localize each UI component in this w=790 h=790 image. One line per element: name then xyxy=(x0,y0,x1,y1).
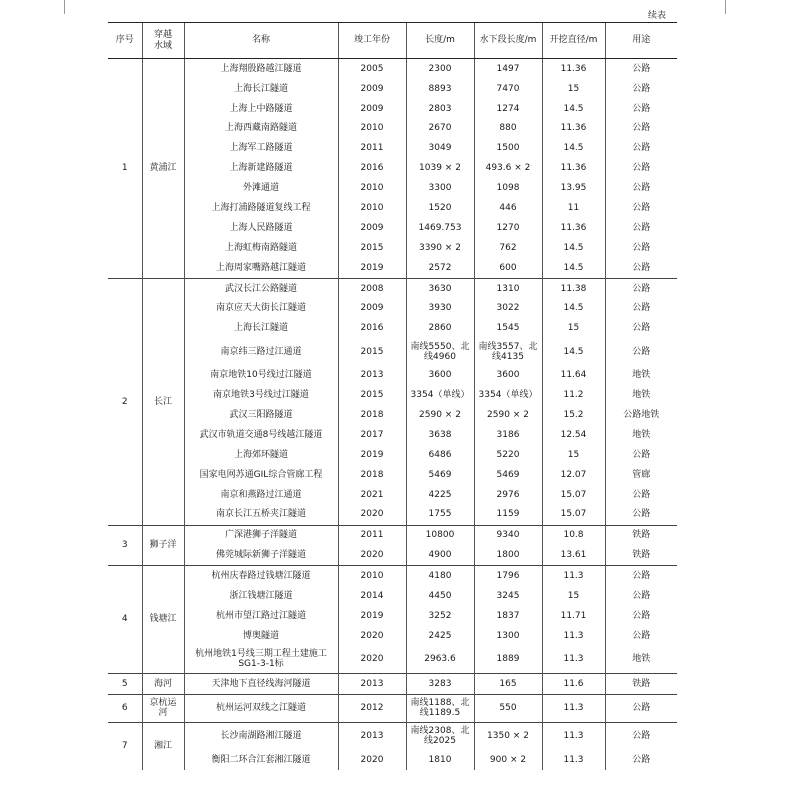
cell-name: 广深港狮子洋隧道 xyxy=(184,525,338,545)
cell-name: 杭州市望江路过江隧道 xyxy=(184,606,338,626)
cell-use: 公路 xyxy=(605,722,677,750)
cell-name: 上海翔殷路越江隧道 xyxy=(184,59,338,79)
cell-name: 天津地下直径线海河隧道 xyxy=(184,673,338,694)
cell-length: 3049 xyxy=(406,139,474,159)
group-seq-cell: 1 xyxy=(108,59,142,279)
cell-name: 衡阳二环合江套湘江隧道 xyxy=(184,750,338,770)
cell-diameter: 11.64 xyxy=(542,365,605,385)
cell-underwater: 880 xyxy=(474,119,542,139)
cell-name: 上海虹梅南路隧道 xyxy=(184,238,338,258)
cell-year: 2019 xyxy=(338,606,406,626)
cell-name: 武汉三阳路隧道 xyxy=(184,405,338,425)
cell-use: 公路 xyxy=(605,158,677,178)
table-row xyxy=(108,722,677,750)
cell-year: 2020 xyxy=(338,626,406,646)
cell-use: 公路 xyxy=(605,238,677,258)
group-seq-cell: 3 xyxy=(108,525,142,566)
group-water-cell: 长江 xyxy=(142,278,184,525)
cell-year: 2009 xyxy=(338,79,406,99)
cell-use: 公路 xyxy=(605,626,677,646)
cell-underwater: 5220 xyxy=(474,445,542,465)
cell-length: 3283 xyxy=(406,673,474,694)
table-row xyxy=(108,694,677,722)
group-water-cell: 京杭运河 xyxy=(142,694,184,722)
cell-length: 1520 xyxy=(406,198,474,218)
table-row xyxy=(108,319,677,339)
cell-name: 外滩通道 xyxy=(184,178,338,198)
cell-year: 2012 xyxy=(338,694,406,722)
cell-underwater: 1098 xyxy=(474,178,542,198)
cell-name: 上海西藏南路隧道 xyxy=(184,119,338,139)
cell-year: 2015 xyxy=(338,338,406,365)
cell-underwater: 1350 × 2 xyxy=(474,722,542,750)
cell-diameter: 14.5 xyxy=(542,99,605,119)
cell-diameter: 14.5 xyxy=(542,299,605,319)
table-row xyxy=(108,673,677,694)
cell-diameter: 14.5 xyxy=(542,258,605,278)
cell-underwater: 165 xyxy=(474,673,542,694)
cell-use: 公路 xyxy=(605,299,677,319)
cell-year: 2015 xyxy=(338,238,406,258)
cell-use: 公路 xyxy=(605,338,677,365)
cell-use: 公路 xyxy=(605,694,677,722)
table-row xyxy=(108,158,677,178)
cell-year: 2013 xyxy=(338,673,406,694)
cell-use: 公路 xyxy=(605,99,677,119)
cell-year: 2020 xyxy=(338,646,406,674)
table-row xyxy=(108,119,677,139)
cell-name: 杭州运河双线之江隧道 xyxy=(184,694,338,722)
cell-use: 公路 xyxy=(605,278,677,298)
cell-year: 2010 xyxy=(338,198,406,218)
cell-name: 南京地铁10号线过江隧道 xyxy=(184,365,338,385)
table-row xyxy=(108,405,677,425)
cell-name: 武汉市轨道交通8号线越江隧道 xyxy=(184,425,338,445)
cell-use: 铁路 xyxy=(605,545,677,565)
cell-underwater: 1310 xyxy=(474,278,542,298)
cell-diameter: 12.54 xyxy=(542,425,605,445)
group-water-cell: 海河 xyxy=(142,673,184,694)
cell-name: 博奥隧道 xyxy=(184,626,338,646)
cell-year: 2013 xyxy=(338,722,406,750)
cell-underwater: 600 xyxy=(474,258,542,278)
cell-diameter: 13.95 xyxy=(542,178,605,198)
cell-year: 2021 xyxy=(338,485,406,505)
page-margin-line-left xyxy=(64,0,65,14)
cell-diameter: 12.07 xyxy=(542,465,605,485)
cell-length: 1039 × 2 xyxy=(406,158,474,178)
cell-use: 公路 xyxy=(605,59,677,79)
cell-year: 2019 xyxy=(338,445,406,465)
cell-underwater: 7470 xyxy=(474,79,542,99)
header-seq: 序号 xyxy=(108,23,142,59)
cell-diameter: 11.3 xyxy=(542,694,605,722)
cell-length: 1755 xyxy=(406,505,474,525)
cell-length: 南线5550、北线4960 xyxy=(406,338,474,365)
page-margin-line-right xyxy=(725,0,726,14)
table-row xyxy=(108,365,677,385)
cell-diameter: 11.36 xyxy=(542,218,605,238)
cell-use: 地铁 xyxy=(605,385,677,405)
cell-diameter: 11.3 xyxy=(542,750,605,770)
cell-underwater: 1889 xyxy=(474,646,542,674)
cell-underwater: 1800 xyxy=(474,545,542,565)
group-seq-cell: 6 xyxy=(108,694,142,722)
cell-length: 3638 xyxy=(406,425,474,445)
cell-name: 南京长江五桥夹江隧道 xyxy=(184,505,338,525)
table-row xyxy=(108,198,677,218)
cell-use: 管廊 xyxy=(605,465,677,485)
cell-year: 2011 xyxy=(338,525,406,545)
cell-underwater: 1497 xyxy=(474,59,542,79)
cell-underwater: 1796 xyxy=(474,566,542,586)
cell-year: 2020 xyxy=(338,545,406,565)
header-year: 竣工年份 xyxy=(338,23,406,59)
table-row xyxy=(108,139,677,159)
cell-diameter: 11.3 xyxy=(542,646,605,674)
table-body xyxy=(108,59,677,770)
cell-length: 3390 × 2 xyxy=(406,238,474,258)
cell-underwater: 493.6 × 2 xyxy=(474,158,542,178)
cell-use: 公路 xyxy=(605,178,677,198)
cell-use: 公路 xyxy=(605,258,677,278)
cell-use: 公路 xyxy=(605,750,677,770)
header-length: 长度/m xyxy=(406,23,474,59)
cell-diameter: 15.07 xyxy=(542,485,605,505)
cell-year: 2016 xyxy=(338,319,406,339)
cell-diameter: 11.36 xyxy=(542,158,605,178)
cell-use: 公路 xyxy=(605,79,677,99)
cell-length: 南线1188、北线1189.5 xyxy=(406,694,474,722)
cell-use: 公路 xyxy=(605,586,677,606)
cell-name: 南京和燕路过江通道 xyxy=(184,485,338,505)
cell-diameter: 11.71 xyxy=(542,606,605,626)
cell-length: 2670 xyxy=(406,119,474,139)
group-seq-cell: 2 xyxy=(108,278,142,525)
cell-use: 公路 xyxy=(605,139,677,159)
cell-diameter: 11.2 xyxy=(542,385,605,405)
cell-length: 3252 xyxy=(406,606,474,626)
cell-underwater: 5469 xyxy=(474,465,542,485)
table-row xyxy=(108,606,677,626)
cell-year: 2008 xyxy=(338,278,406,298)
header-underwater: 水下段长度/m xyxy=(474,23,542,59)
cell-length: 4450 xyxy=(406,586,474,606)
group-seq-cell: 4 xyxy=(108,566,142,674)
cell-name: 国家电网苏通GIL综合管廊工程 xyxy=(184,465,338,485)
cell-underwater: 1274 xyxy=(474,99,542,119)
cell-use: 公路地铁 xyxy=(605,405,677,425)
cell-length: 3630 xyxy=(406,278,474,298)
cell-name: 上海周家嘴路越江隧道 xyxy=(184,258,338,278)
cell-length: 4225 xyxy=(406,485,474,505)
cell-name: 南京纬三路过江通道 xyxy=(184,338,338,365)
cell-year: 2018 xyxy=(338,465,406,485)
cell-diameter: 10.8 xyxy=(542,525,605,545)
group-seq-cell: 5 xyxy=(108,673,142,694)
cell-use: 公路 xyxy=(605,198,677,218)
cell-name: 上海上中路隧道 xyxy=(184,99,338,119)
cell-underwater: 446 xyxy=(474,198,542,218)
table-row xyxy=(108,465,677,485)
cell-use: 铁路 xyxy=(605,525,677,545)
cell-diameter: 11.6 xyxy=(542,673,605,694)
cell-diameter: 15.07 xyxy=(542,505,605,525)
table-row xyxy=(108,59,677,79)
cell-year: 2019 xyxy=(338,258,406,278)
cell-name: 长沙南湖路湘江隧道 xyxy=(184,722,338,750)
cell-underwater: 550 xyxy=(474,694,542,722)
table-header-row xyxy=(108,23,677,59)
group-seq-cell: 7 xyxy=(108,722,142,769)
cell-length: 6486 xyxy=(406,445,474,465)
cell-length: 2803 xyxy=(406,99,474,119)
table-row xyxy=(108,545,677,565)
cell-diameter: 13.61 xyxy=(542,545,605,565)
cell-name: 南京应天大街长江隧道 xyxy=(184,299,338,319)
cell-year: 2020 xyxy=(338,750,406,770)
cell-diameter: 11.36 xyxy=(542,59,605,79)
table-row xyxy=(108,445,677,465)
table-continued-caption: 续表 xyxy=(647,11,666,21)
table-row xyxy=(108,566,677,586)
table-row xyxy=(108,646,677,674)
cell-year: 2005 xyxy=(338,59,406,79)
header-use: 用途 xyxy=(605,23,677,59)
cell-length: 2572 xyxy=(406,258,474,278)
cell-diameter: 11.3 xyxy=(542,626,605,646)
cell-use: 公路 xyxy=(605,606,677,626)
cell-year: 2014 xyxy=(338,586,406,606)
cell-year: 2020 xyxy=(338,505,406,525)
table-row xyxy=(108,79,677,99)
cell-length: 2300 xyxy=(406,59,474,79)
cell-name: 浙江钱塘江隧道 xyxy=(184,586,338,606)
cell-year: 2018 xyxy=(338,405,406,425)
cell-underwater: 3186 xyxy=(474,425,542,445)
cell-name: 武汉长江公路隧道 xyxy=(184,278,338,298)
table-row xyxy=(108,505,677,525)
cell-diameter: 14.5 xyxy=(542,139,605,159)
cell-diameter: 11.36 xyxy=(542,119,605,139)
cell-year: 2016 xyxy=(338,158,406,178)
cell-diameter: 15 xyxy=(542,586,605,606)
cell-name: 上海郊环隧道 xyxy=(184,445,338,465)
cell-underwater: 9340 xyxy=(474,525,542,545)
cell-year: 2015 xyxy=(338,385,406,405)
cell-name: 佛莞城际新狮子洋隧道 xyxy=(184,545,338,565)
cell-name: 上海新建路隧道 xyxy=(184,158,338,178)
table-row xyxy=(108,99,677,119)
cell-use: 公路 xyxy=(605,505,677,525)
cell-underwater: 1545 xyxy=(474,319,542,339)
cell-year: 2010 xyxy=(338,566,406,586)
cell-length: 1469.753 xyxy=(406,218,474,238)
group-water-cell: 钱塘江 xyxy=(142,566,184,674)
cell-name: 上海军工路隧道 xyxy=(184,139,338,159)
header-water: 穿越水域 xyxy=(142,23,184,59)
cell-underwater: 3354（单线） xyxy=(474,385,542,405)
cell-use: 公路 xyxy=(605,218,677,238)
cell-name: 上海长江隧道 xyxy=(184,319,338,339)
table-row xyxy=(108,485,677,505)
cell-length: 10800 xyxy=(406,525,474,545)
cell-use: 地铁 xyxy=(605,425,677,445)
cell-underwater: 900 × 2 xyxy=(474,750,542,770)
cell-underwater: 1500 xyxy=(474,139,542,159)
cell-length: 4900 xyxy=(406,545,474,565)
cell-length: 8893 xyxy=(406,79,474,99)
cell-length: 2963.6 xyxy=(406,646,474,674)
table-row xyxy=(108,586,677,606)
cell-diameter: 11.3 xyxy=(542,722,605,750)
cell-length: 5469 xyxy=(406,465,474,485)
cell-year: 2009 xyxy=(338,218,406,238)
group-water-cell: 湘江 xyxy=(142,722,184,769)
cell-length: 1810 xyxy=(406,750,474,770)
cell-use: 公路 xyxy=(605,119,677,139)
table-row xyxy=(108,425,677,445)
cell-use: 公路 xyxy=(605,445,677,465)
cell-diameter: 15 xyxy=(542,319,605,339)
cell-diameter: 11 xyxy=(542,198,605,218)
cell-underwater: 762 xyxy=(474,238,542,258)
cell-underwater: 1270 xyxy=(474,218,542,238)
cell-use: 地铁 xyxy=(605,365,677,385)
cell-underwater: 1159 xyxy=(474,505,542,525)
cell-underwater: 3245 xyxy=(474,586,542,606)
table-row xyxy=(108,238,677,258)
cell-underwater: 南线3557、北线4135 xyxy=(474,338,542,365)
cell-name: 杭州庆春路过钱塘江隧道 xyxy=(184,566,338,586)
table-row xyxy=(108,525,677,545)
cell-underwater: 1837 xyxy=(474,606,542,626)
header-diameter: 开挖直径/m xyxy=(542,23,605,59)
cell-length: 3300 xyxy=(406,178,474,198)
cell-year: 2010 xyxy=(338,119,406,139)
cell-year: 2009 xyxy=(338,99,406,119)
cell-length: 3600 xyxy=(406,365,474,385)
cell-length: 南线2308、北线2025 xyxy=(406,722,474,750)
cell-use: 公路 xyxy=(605,566,677,586)
tunnel-table xyxy=(108,22,677,770)
cell-length: 2860 xyxy=(406,319,474,339)
cell-length: 3930 xyxy=(406,299,474,319)
cell-use: 公路 xyxy=(605,485,677,505)
cell-year: 2010 xyxy=(338,178,406,198)
cell-use: 地铁 xyxy=(605,646,677,674)
cell-name: 上海人民路隧道 xyxy=(184,218,338,238)
cell-underwater: 3600 xyxy=(474,365,542,385)
cell-underwater: 3022 xyxy=(474,299,542,319)
cell-use: 铁路 xyxy=(605,673,677,694)
group-water-cell: 狮子洋 xyxy=(142,525,184,566)
cell-diameter: 11.38 xyxy=(542,278,605,298)
cell-year: 2017 xyxy=(338,425,406,445)
cell-underwater: 2976 xyxy=(474,485,542,505)
cell-use: 公路 xyxy=(605,319,677,339)
group-water-cell: 黄浦江 xyxy=(142,59,184,279)
table-row xyxy=(108,750,677,770)
cell-underwater: 1300 xyxy=(474,626,542,646)
table-row xyxy=(108,299,677,319)
table-row xyxy=(108,626,677,646)
cell-length: 2590 × 2 xyxy=(406,405,474,425)
cell-length: 4180 xyxy=(406,566,474,586)
table-row xyxy=(108,258,677,278)
cell-diameter: 11.3 xyxy=(542,566,605,586)
cell-year: 2013 xyxy=(338,365,406,385)
cell-name: 上海打浦路隧道复线工程 xyxy=(184,198,338,218)
cell-diameter: 14.5 xyxy=(542,338,605,365)
cell-year: 2009 xyxy=(338,299,406,319)
table-row xyxy=(108,278,677,298)
cell-length: 2425 xyxy=(406,626,474,646)
cell-diameter: 15 xyxy=(542,445,605,465)
cell-name: 南京地铁3号线过江隧道 xyxy=(184,385,338,405)
cell-diameter: 15 xyxy=(542,79,605,99)
cell-underwater: 2590 × 2 xyxy=(474,405,542,425)
cell-diameter: 15.2 xyxy=(542,405,605,425)
table-row xyxy=(108,385,677,405)
table-row xyxy=(108,218,677,238)
table-row xyxy=(108,338,677,365)
header-name: 名称 xyxy=(184,23,338,59)
cell-diameter: 14.5 xyxy=(542,238,605,258)
cell-name: 杭州地铁1号线三期工程土建施工SG1-3-1标 xyxy=(184,646,338,674)
cell-name: 上海长江隧道 xyxy=(184,79,338,99)
cell-length: 3354（单线） xyxy=(406,385,474,405)
cell-year: 2011 xyxy=(338,139,406,159)
table-row xyxy=(108,178,677,198)
